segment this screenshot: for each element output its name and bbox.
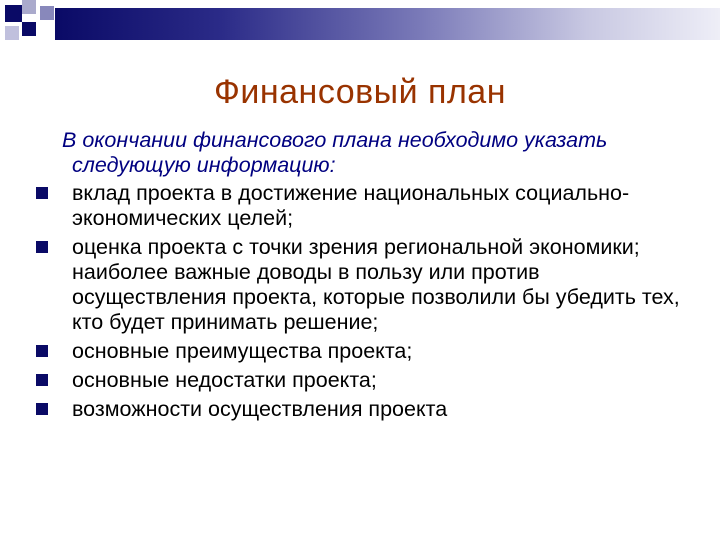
slide-title: Финансовый план [214,73,506,111]
list-item-text: оценка проекта с точки зрения региональной экономики; [72,235,640,259]
square-dark-icon [5,5,22,22]
slide-content [34,128,684,426]
list-item [34,339,684,364]
square-dark-icon [22,22,36,36]
square-bullet-icon [36,241,48,253]
list-item [34,397,684,422]
square-bullet-icon [36,403,48,415]
list-item-text: наиболее важные доводы в пользу или против осуществления проекта, которые позволили бы убедить тех, кто будет принимать решение; [72,260,680,334]
intro-text: В окончании финансового плана необходимо указать следующую информацию: [62,128,608,177]
square-bullet-icon [36,374,48,386]
bullet-list [34,181,684,422]
list-item-text: вклад проекта в достижение национальных социально-экономических целей; [72,181,630,230]
list-item-text: возможности осуществления проекта [72,397,448,421]
square-light-icon [5,26,19,40]
list-item [34,368,684,393]
decorative-squares [0,0,60,50]
list-item-text: основные недостатки проекта; [72,368,377,392]
square-light-icon [22,0,36,14]
list-item [34,181,684,231]
square-mid-icon [40,6,54,20]
list-item-text: основные преимущества проекта; [72,339,413,363]
square-bullet-icon [36,345,48,357]
square-bullet-icon [36,187,48,199]
list-item [34,235,684,335]
header-gradient-band [55,8,720,40]
